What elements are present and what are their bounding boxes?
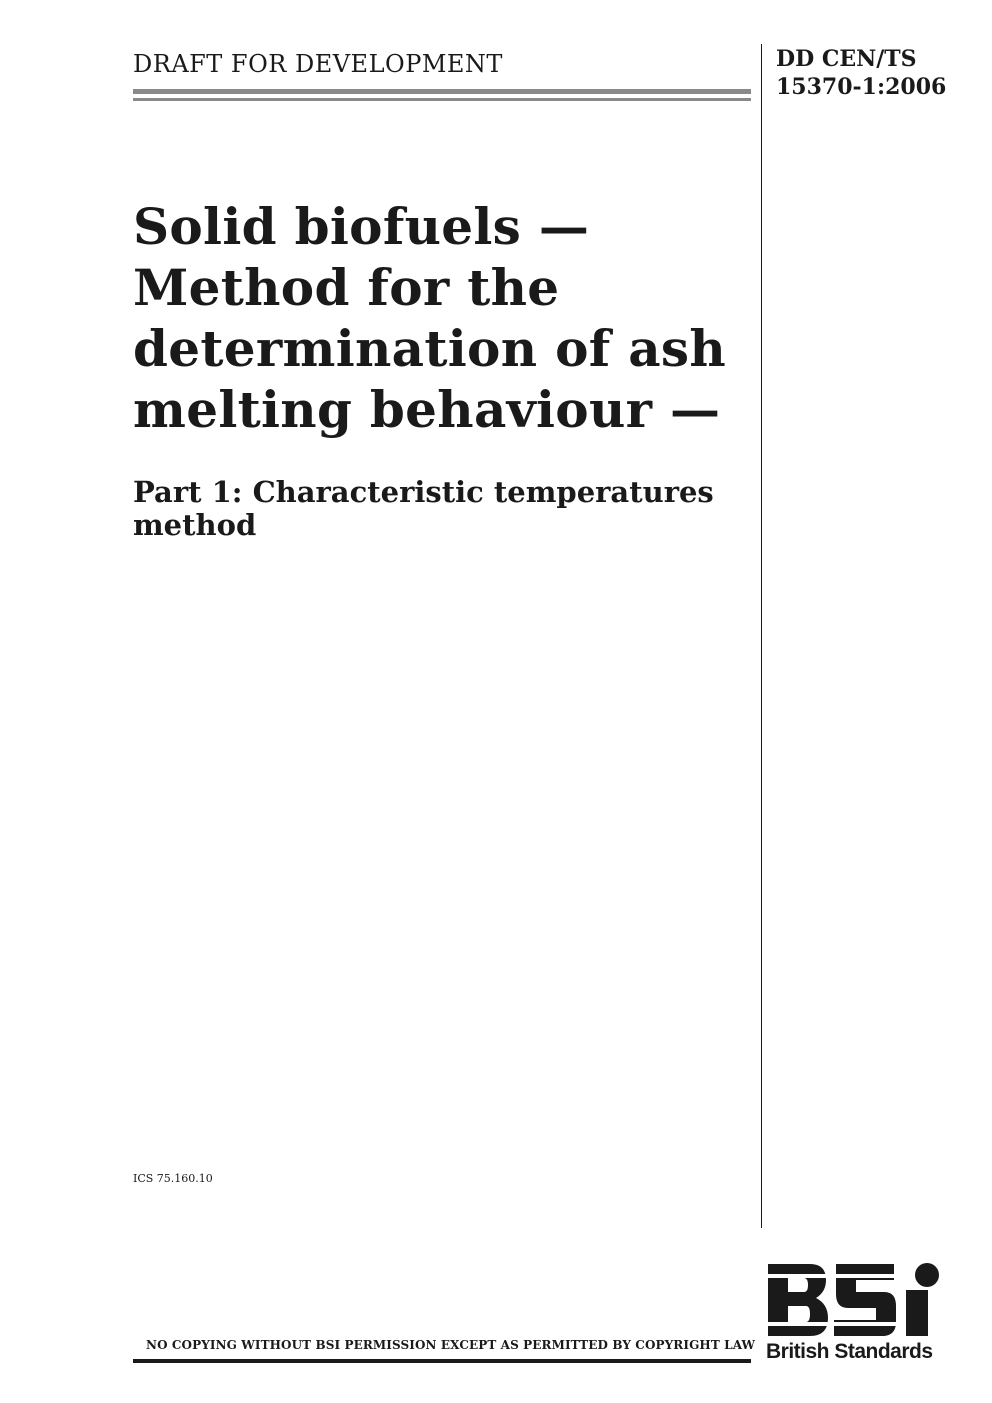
copyright-notice: NO COPYING WITHOUT BSI PERMISSION EXCEPT AS PERMITTED BY COPYRIGHT LAW xyxy=(146,1338,756,1352)
title-line: Method for the xyxy=(133,258,560,317)
bsi-logo-icon xyxy=(766,1262,944,1338)
document-code xyxy=(776,45,946,101)
header-rule-thin xyxy=(133,98,751,101)
bsi-logo xyxy=(766,1262,946,1372)
title-line: melting behaviour — xyxy=(133,380,721,439)
footer-rule xyxy=(133,1359,751,1363)
vertical-divider xyxy=(761,44,762,1228)
bsi-wordmark: British Standards xyxy=(766,1340,933,1363)
document-code-line1: DD CEN/TS xyxy=(776,46,917,72)
header-rule-thick xyxy=(133,89,751,94)
title-line: determination of ash xyxy=(133,319,727,378)
document-title xyxy=(133,196,753,440)
document-status: DRAFT FOR DEVELOPMENT xyxy=(133,50,503,78)
document-subtitle xyxy=(133,476,753,542)
title-line: Solid biofuels — xyxy=(133,197,590,256)
ics-code: ICS 75.160.10 xyxy=(133,1172,213,1185)
subtitle-line1: Part 1: Characteristic temperatures xyxy=(133,475,714,509)
subtitle-line2: method xyxy=(133,508,257,542)
document-code-line2: 15370-1:2006 xyxy=(776,74,947,100)
